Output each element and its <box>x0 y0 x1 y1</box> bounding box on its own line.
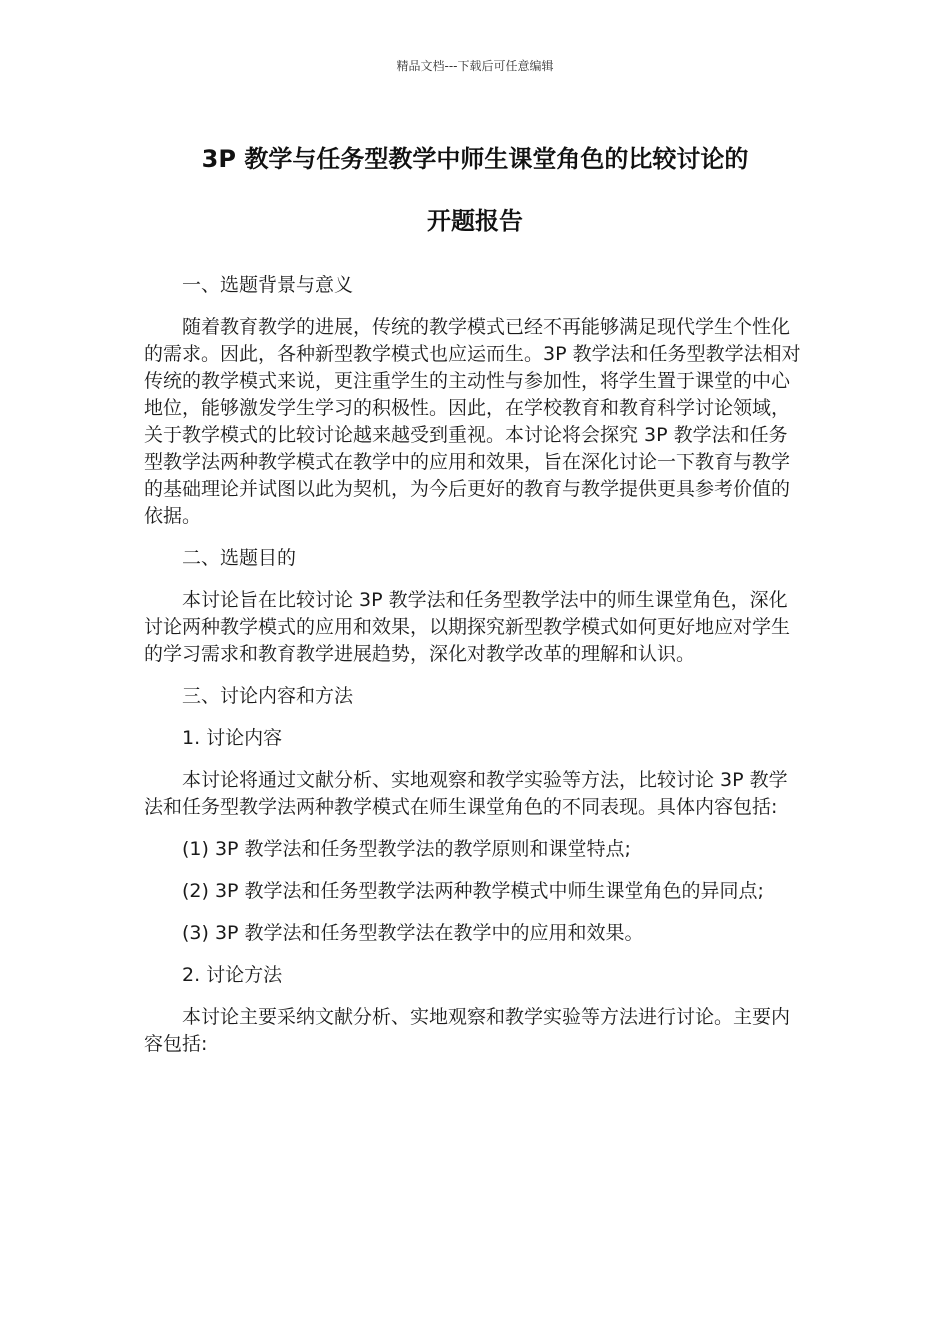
section-heading-background: 一、选题背景与意义 <box>182 274 354 296</box>
subheading-method: 2. 讨论方法 <box>182 964 283 986</box>
title-line-2: 开题报告 <box>427 207 523 235</box>
paragraph-background: 随着教育教学的进展，传统的教学模式已经不再能够满足现代学生个性化的需求。因此，各种新型教学模式也应运而生。3P 教学法和任务型教学法相对传统的教学模式来说，更注重学生的主动性与参加性，将学生置于课堂的中心地位，能够激发学生学习的积极性。因此，在学校教育和教育科学讨论领域，关于教学模式的比较讨论越来越受到重视。本讨论将会探究 3P 教学法和任务型教学法两种教学模式在教学中的应用和效果，旨在深化讨论一下教育与教学的基础理论并试图以此为契机，为今后更好的教育与教学提供更具参考价值的依据。 <box>144 316 801 527</box>
section-heading-purpose: 二、选题目的 <box>182 547 297 569</box>
page-header: 精品文档---下载后可任意编辑 <box>396 59 554 73</box>
paragraph-purpose: 本讨论旨在比较讨论 3P 教学法和任务型教学法中的师生课堂角色，深化讨论两种教学模式的应用和效果，以期探究新型教学模式如何更好地应对学生的学习需求和教育教学进展趋势，深化对教学改革的理解和认识。 <box>144 589 791 665</box>
paragraph-content: 本讨论将通过文献分析、实地观察和教学实验等方法，比较讨论 3P 教学法和任务型教学法两种教学模式在师生课堂角色的不同表现。具体内容包括: <box>144 769 788 818</box>
document-title <box>120 128 830 252</box>
title-line-1: 3P 教学与任务型教学中师生课堂角色的比较讨论的 <box>201 145 749 173</box>
section-heading-content-method: 三、讨论内容和方法 <box>182 685 354 707</box>
paragraph-method: 本讨论主要采纳文献分析、实地观察和教学实验等方法进行讨论。主要内容包括: <box>144 1006 791 1055</box>
document-body <box>144 272 806 1073</box>
list-item-2: (2) 3P 教学法和任务型教学法两种教学模式中师生课堂角色的异同点; <box>182 880 764 902</box>
subheading-content: 1. 讨论内容 <box>182 727 283 749</box>
list-item-1: (1) 3P 教学法和任务型教学法的教学原则和课堂特点; <box>182 838 631 860</box>
list-item-3: (3) 3P 教学法和任务型教学法在教学中的应用和效果。 <box>182 922 644 944</box>
